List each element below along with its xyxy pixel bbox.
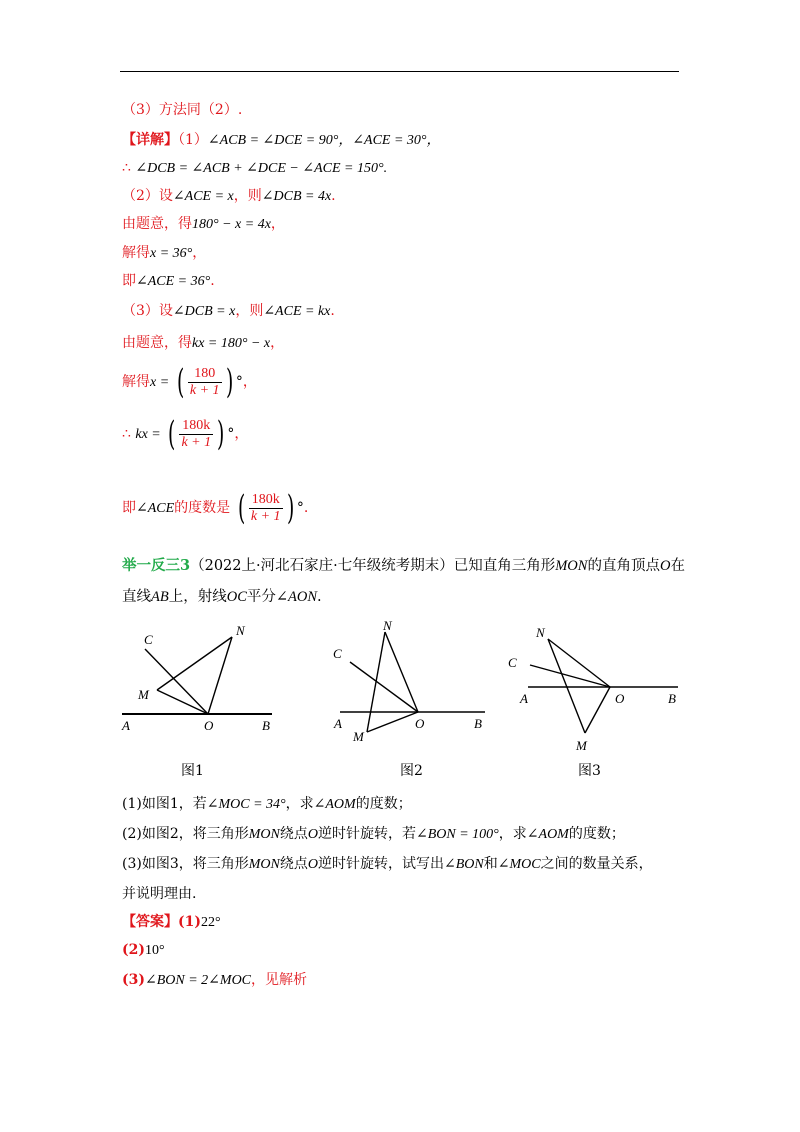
caption-figure-1: 图1 [181,763,204,779]
fraction-group-3 [235,488,297,528]
q3-text-e: 之间的数量关系， [540,856,653,872]
part2-step3-label: 即 [122,273,136,289]
question-3 [122,854,653,875]
q3-text-b: 绕点 [279,856,308,872]
q3-math-2: ∠BON [444,857,484,872]
part3-step3-lhs: kx = [135,427,161,442]
fig2-label-m: M [353,729,364,744]
fig1-label-n: N [236,623,245,638]
part2-step3-end: . [210,273,215,289]
therefore-symbol-2: ∴ [122,426,131,442]
fig2-label-c: C [333,646,342,661]
problem-mon: MON [555,558,588,574]
fig3-label-b: B [668,691,676,706]
degree-symbol-1: ° [235,374,243,390]
answer-line-3 [122,970,307,991]
question-1 [122,794,412,815]
part3-mid: ，则 [235,303,264,319]
degree-symbol-3: ° [296,500,304,516]
problem-line-2 [122,587,322,607]
caption-figure-3: 图3 [578,763,601,779]
part3-line-3 [122,362,257,403]
detail-line-2 [122,158,387,179]
part3-step4-end: . [303,500,309,516]
part2-step2-math: x = 36° [150,246,193,261]
fig2-label-o: O [415,716,425,731]
method-note [122,100,242,120]
q2-point-o: O [307,827,318,842]
geometry-figures [110,615,690,750]
header-rule [120,71,679,72]
answer-2-value: 10° [145,943,165,958]
fig3-label-m: M [576,738,587,750]
question-3-continued [122,884,196,904]
part3-step2-end: ， [242,374,257,390]
problem-text-3: 在 [670,558,685,574]
part3-line-1 [122,301,335,322]
part3-step1-math: kx = 180° − x [192,336,271,351]
fig1-side-mn [157,637,232,690]
part3-step1-end: ， [270,335,285,351]
q1-math: ∠MOC = 34° [206,797,286,812]
fraction-1-denominator: k + 1 [189,382,220,398]
q2-math-3: ∠AOM [526,827,569,842]
problem-o: O [659,558,671,574]
part2-line-4 [122,271,215,292]
therefore-symbol: ∴ [122,160,131,176]
q1-text-c: 的度数； [355,796,412,812]
q3-text-c: 逆时针旋转，试写出 [318,856,444,872]
q2-text-e: 的度数； [568,826,625,842]
right-paren-icon: ) [217,414,225,454]
fig2-side-nm [367,632,385,732]
figure-1 [121,623,272,733]
part2-label: （2）设 [122,188,173,204]
fig3-side-mo [585,687,610,733]
method3-text: （3）方法同（2）. [122,102,243,118]
part2-step2-label: 解得 [122,245,150,261]
problem-line2-c: 平分 [246,589,276,605]
part3-step2-label: 解得 [122,374,150,390]
part2-mid: ，则 [233,188,262,204]
part3-end: . [330,303,335,319]
fig2-label-n: N [383,618,392,633]
fig2-side-mo [367,712,418,732]
part3-step1-label: 由题意，得 [122,335,192,351]
answer-line-1 [122,912,221,933]
part3-step4-label: 即 [122,500,136,516]
right-paren-icon: ) [286,488,294,528]
fig3-label-o: O [615,691,625,706]
left-paren-icon: ( [237,488,245,528]
q2-math-2: ∠BON = 100° [416,827,499,842]
figure-3 [508,625,678,750]
q2-text-b: 绕点 [279,826,308,842]
part3-step4-math: ∠ACE [136,501,175,516]
left-paren-icon: ( [168,414,176,454]
detail-result-math: ∠DCB = ∠ACB + ∠DCE − ∠ACE = 150°. [135,161,388,176]
q3-math: MON [248,857,280,872]
answer-line-2 [122,940,165,961]
q3-text-d: 和 [483,856,498,872]
answer-tag: 【答案】 [122,914,178,930]
figure-2 [333,618,485,744]
problem-line2-d: . [317,589,322,605]
fig1-side-no [208,637,232,714]
fig2-label-a: A [334,716,342,731]
q1-math-2: ∠AOM [313,797,356,812]
fraction-group-1 [174,362,236,402]
problem-oc: OC [226,589,247,605]
part3-line-2 [122,333,284,354]
part3-label: （3）设 [122,303,173,319]
part2-math-2: ∠DCB = 4x [261,189,332,204]
part3-step4-mid: 的度数是 [174,500,231,516]
detail-part-number: （1） [178,132,208,148]
q2-text-d: ，求 [498,826,527,842]
fig3-label-c: C [508,655,517,670]
part2-step1-label: 由题意，得 [122,216,192,232]
part2-end: . [331,188,336,204]
fig3-label-n: N [536,625,545,640]
fraction-3-denominator: k + 1 [250,508,281,524]
part2-step1-math: 180° − x = 4x [192,217,271,232]
fraction-2 [179,418,213,451]
fraction-3 [249,492,283,525]
fig2-label-b: B [474,716,482,731]
problem-ab: AB [151,589,169,605]
q2-math: MON [248,827,280,842]
part3-math-2: ∠ACE = kx [263,304,331,319]
part3-line-4 [122,414,248,455]
fraction-2-denominator: k + 1 [181,434,212,450]
part2-line-1 [122,186,336,207]
problem-line2-a: 直线 [122,589,151,605]
q1-text-a: (1)如图1，若 [122,796,207,812]
problem-text-1: 已知直角三角形 [453,558,556,574]
problem-line-1 [122,556,685,576]
part2-line-3 [122,243,206,264]
detail-line-1 [122,130,441,151]
part2-step2-end: ， [192,245,207,261]
right-paren-icon: ) [225,362,233,402]
q3-point-o: O [307,857,318,872]
answer-1-value: 22° [201,915,221,930]
answer-3-math: ∠BON = 2∠MOC [145,973,252,988]
fig1-label-m: M [138,687,149,702]
part3-math-1: ∠DCB = x [172,304,236,319]
answer-3-end: ，见解析 [251,972,308,988]
fig1-label-c: C [144,632,153,647]
part2-step1-end: ， [270,216,285,232]
part2-step3-math: ∠ACE = 36° [136,274,211,289]
fig1-label-a: A [122,718,130,733]
fraction-group-2 [165,414,227,454]
caption-figure-2: 图2 [400,763,423,779]
q3-math-3: ∠MOC [497,857,541,872]
q3-text-a: (3)如图3，将三角形 [122,856,249,872]
left-paren-icon: ( [176,362,184,402]
problem-aon: ∠AON [275,589,318,605]
fig1-side-mo [157,690,208,714]
detail-given-math: ∠ACB = ∠DCE = 90°，∠ACE = 30°， [207,133,441,148]
answer-1-label: (1) [178,914,201,930]
fraction-2-numerator: 180k [179,418,213,435]
problem-tag: 举一反三3 [122,557,191,574]
part3-step2-lhs: x = [150,375,170,390]
fig1-label-b: B [262,718,270,733]
problem-line2-b: 上，射线 [168,589,227,605]
problem-text-2: 的直角顶点 [587,558,660,574]
fig3-ray-oc [530,665,610,687]
fraction-1-numerator: 180 [188,366,222,383]
degree-symbol-2: ° [227,426,235,442]
part2-math-1: ∠ACE = x [172,189,234,204]
part2-line-2 [122,214,285,235]
part3-line-5 [122,488,308,529]
fraction-3-numerator: 180k [249,492,283,509]
q2-text-a: (2)如图2，将三角形 [122,826,249,842]
q3-line-2: 并说明理由. [122,886,197,902]
part3-step3-end: ， [234,426,249,442]
answer-2-label: (2) [122,942,145,958]
question-2 [122,824,625,845]
fig1-label-o: O [204,718,214,733]
fig1-ray-oc [145,649,208,714]
fig3-label-a: A [520,691,528,706]
fraction-1 [188,366,222,399]
answer-3-label: (3) [122,972,145,988]
q2-text-c: 逆时针旋转，若 [318,826,416,842]
detail-tag: 【详解】 [122,132,178,148]
problem-source: （2022上·河北石家庄·七年级统考期末） [190,558,454,574]
q1-text-b: ，求 [285,796,314,812]
